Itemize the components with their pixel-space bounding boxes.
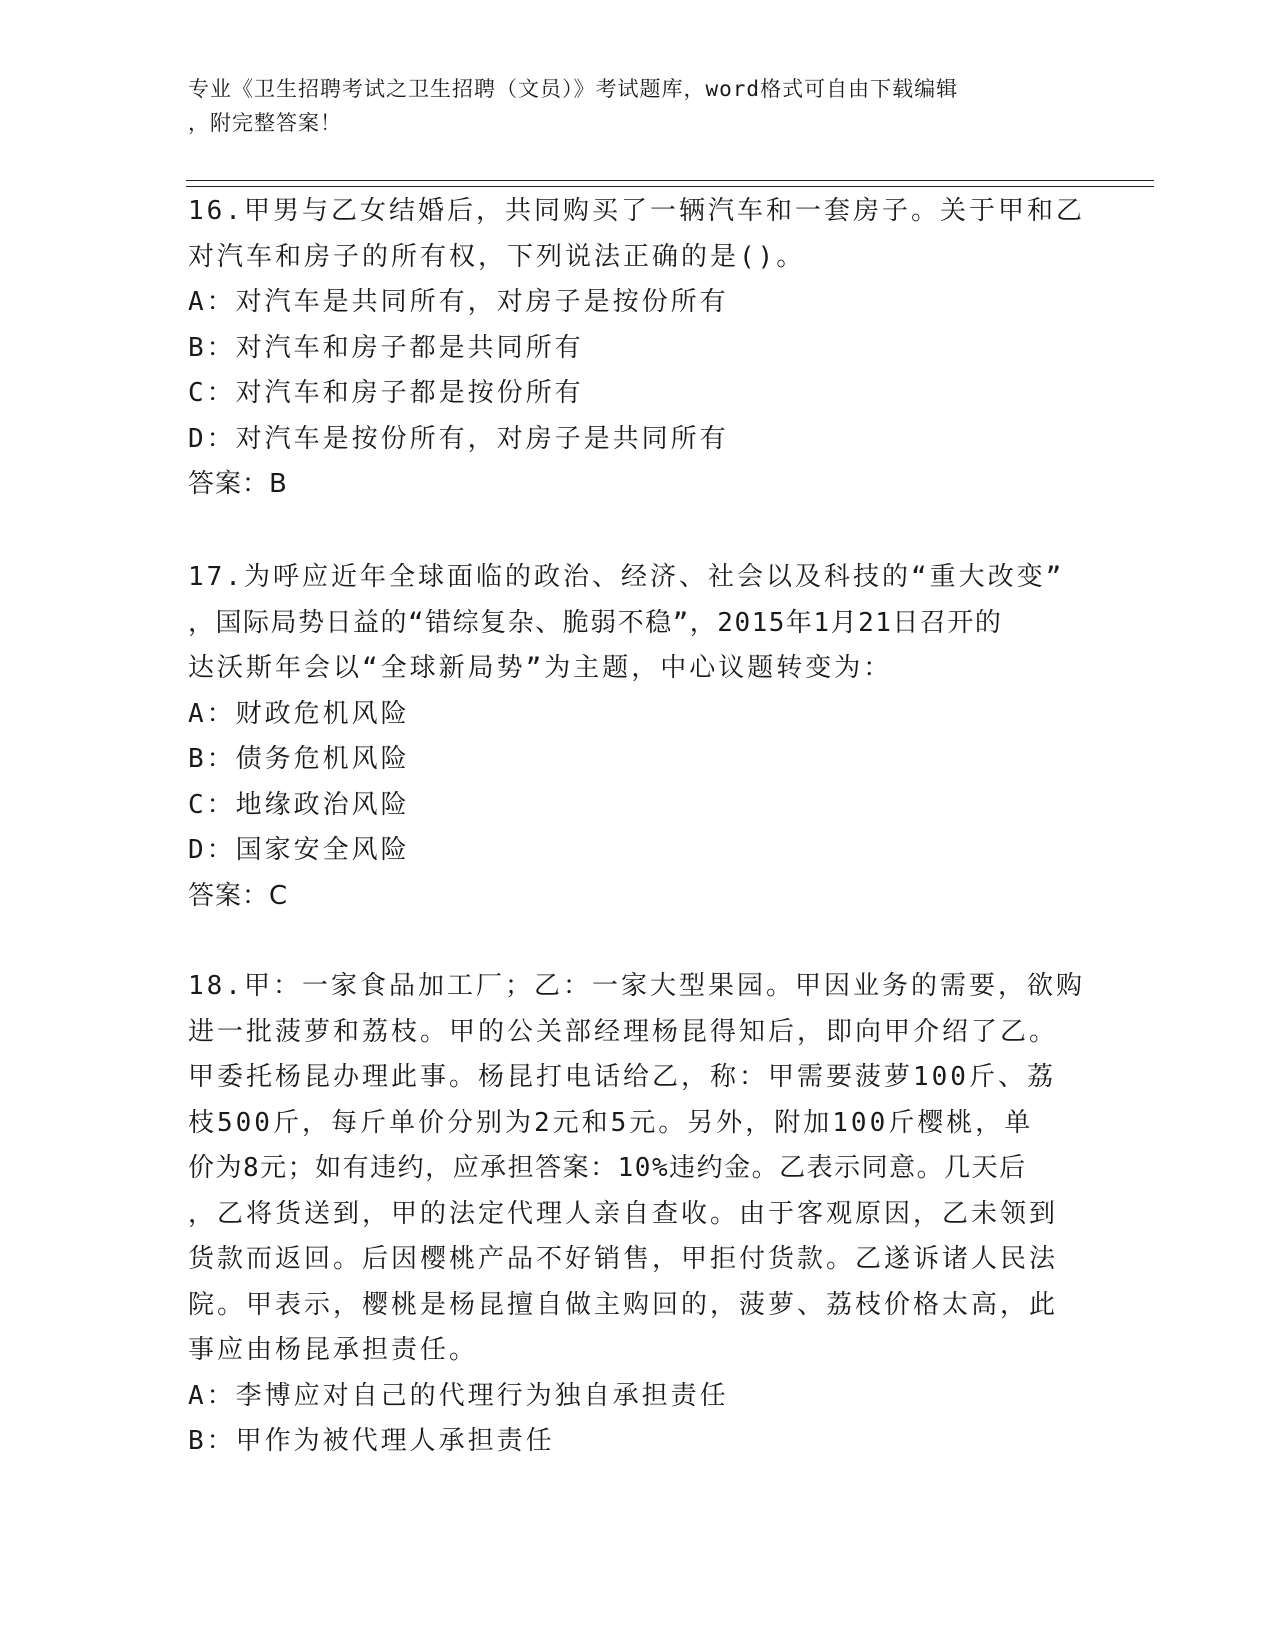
answer-label: 答案：B	[188, 469, 288, 499]
question-text-line: 货款而返回。后因樱桃产品不好销售，甲拒付货款。乙遂诉诸人民法	[188, 1244, 1059, 1274]
header-divider-bottom	[186, 186, 1154, 187]
question-text-line: 16.甲男与乙女结婚后，共同购买了一辆汽车和一套房子。关于甲和乙	[188, 196, 1085, 226]
header-divider-top	[186, 180, 1154, 181]
option-d: D：对汽车是按份所有，对房子是共同所有	[188, 423, 729, 454]
question-16	[188, 189, 1088, 507]
header-line-2: ，附完整答案！	[188, 111, 342, 135]
option-b: B：甲作为被代理人承担责任	[188, 1426, 555, 1456]
option-a: A：对汽车是共同所有，对房子是按份所有	[188, 287, 729, 317]
question-text-line: ，乙将货送到，甲的法定代理人亲自查收。由于客观原因，乙未领到	[188, 1198, 1059, 1229]
question-text-line: 价为8元；如有违约，应承担答案：10%违约金。乙表示同意。几天后	[188, 1153, 1027, 1183]
header-line-1: 专业《卫生招聘考试之卫生招聘（文员）》考试题库，word格式可自由下载编辑	[188, 77, 959, 101]
option-a: A：财政危机风险	[188, 698, 410, 729]
question-text-line: 对汽车和房子的所有权，下列说法正确的是()。	[188, 241, 806, 272]
question-text-line: 进一批菠萝和荔枝。甲的公关部经理杨昆得知后，即向甲介绍了乙。	[188, 1016, 1059, 1047]
question-text-line: 枝500斤，每斤单价分别为2元和5元。另外，附加100斤樱桃，单	[188, 1107, 1034, 1138]
question-text-line: 事应由杨昆承担责任。	[188, 1335, 479, 1365]
option-c: C：对汽车和房子都是按份所有	[188, 378, 584, 408]
question-text-line: 院。甲表示，樱桃是杨昆擅自做主购回的，菠萝、荔枝价格太高，此	[188, 1289, 1059, 1320]
answer-label: 答案：C	[188, 880, 289, 911]
question-18	[188, 964, 1088, 1465]
question-text-line: 18.甲：一家食品加工厂；乙：一家大型果园。甲因业务的需要，欲购	[188, 971, 1085, 1001]
question-text-line: ，国际局势日益的“错综复杂、脆弱不稳”，2015年1月21日召开的	[188, 607, 1003, 638]
option-a: A：李博应对自己的代理行为独自承担责任	[188, 1380, 729, 1411]
option-b: B：对汽车和房子都是共同所有	[188, 332, 584, 363]
option-c: C：地缘政治风险	[188, 789, 410, 820]
option-d: D：国家安全风险	[188, 835, 410, 865]
option-b: B：债务危机风险	[188, 744, 410, 774]
document-header	[188, 72, 1068, 140]
question-text-line: 17.为呼应近年全球面临的政治、经济、社会以及科技的“重大改变”	[188, 562, 1065, 592]
question-17	[188, 555, 1088, 919]
question-text-line: 甲委托杨昆办理此事。杨昆打电话给乙，称：甲需要菠萝100斤、荔	[188, 1062, 1056, 1092]
question-text-line: 达沃斯年会以“全球新局势”为主题，中心议题转变为：	[188, 653, 893, 683]
